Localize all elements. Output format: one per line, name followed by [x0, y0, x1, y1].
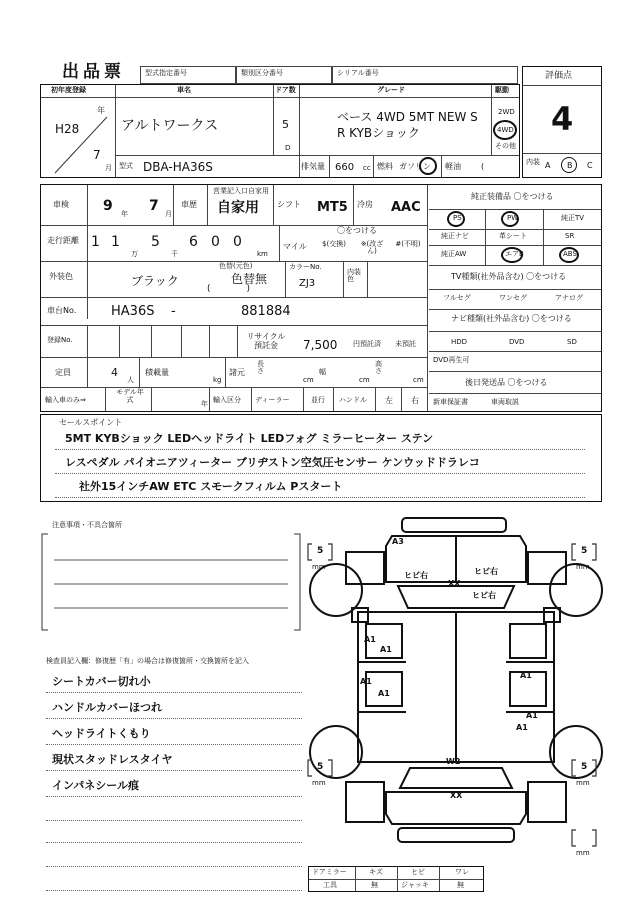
- damage-mark: XX: [448, 579, 461, 588]
- color-change: 色替無: [231, 272, 268, 286]
- vehicle-name: アルトワークス: [121, 118, 219, 134]
- sales-line-1: 5MT KYBショック LEDヘッドライト LEDフォグ ミラーヒーター ステン: [65, 432, 434, 445]
- eval-label: 評価点: [545, 71, 573, 81]
- tread-rear-left: 5: [317, 762, 324, 772]
- sales-line-3: 社外15インチAW ETC スモークフィルム Pスタート: [79, 480, 343, 493]
- tread-rear-right: 5: [581, 762, 588, 772]
- note-item: ヘッドライトくもり: [52, 727, 151, 740]
- exterior-color: ブラック: [131, 274, 179, 288]
- category-number-field: 類別区分番号: [236, 66, 332, 84]
- type-designation-field: 型式指定番号: [140, 66, 236, 84]
- usage-type: 自家用: [217, 200, 259, 216]
- tread-front-left: 5: [317, 546, 324, 556]
- shaken-month: 7: [149, 198, 159, 214]
- color-number: ZJ3: [299, 278, 316, 289]
- first-reg-era: H28: [55, 122, 80, 136]
- inspection-table: 車検 9 年 7 月 車歴 営業記入口自家用 自家用 シフト MT5 冷房 AAC 走行距離 1 1 万 5 千 6 0 0 km マイル 〇をつける $(交換) ※(改ざん) #(不明) 外装色 ブラック 色替(元色) 色替無 ( ) カラーNo. ZJ3 内装色 車台No. HA36S - 881884 登録No. リサイクル預託金 7,500 円預託済 未預託 定員 4 人 積載量 kg 諸元 長さ cm 幅 cm 高さ cm 輸入車のみ⇒ モデル年式 年 輸入区分 ディーラー 並行 ハンドル 左 右 純正装備品 〇をつける PS PW 純正TV 純正ナビ 革シート SR 純正AW エアB ABS TV種類(社外品含む) 〇をつける フルセグ ワンセグ アナログ ナビ種類(社外品含む) 〇をつける HDD DVD SD DVD再生可 後日発送品 〇をつける 新車保証書 車両取説: [40, 184, 602, 412]
- damage-mark: A1: [520, 671, 532, 680]
- sales-line-2: レスペダル パイオニアツィーター ブリヂストン空気圧センサー ケンウッドドラレコ: [65, 456, 480, 469]
- damage-mark: A1: [378, 689, 390, 698]
- damage-mark: A1: [360, 677, 372, 686]
- note-item: ハンドルカバーほつれ: [52, 701, 162, 714]
- recycle-amount: 7,500: [303, 338, 338, 352]
- note-item: インパネシール痕: [52, 779, 140, 792]
- model-code: DBA-HA36S: [143, 160, 213, 174]
- caution-area: [40, 532, 302, 632]
- footer-table: ドアミラー キズ ヒビ ワレ 工具 無 ジャッキ 無: [308, 866, 484, 892]
- damage-mark: A1: [364, 635, 376, 644]
- equipment-panel: 純正装備品 〇をつける PS PW 純正TV 純正ナビ 革シート SR 純正AW エアB ABS TV種類(社外品含む) 〇をつける フルセグ ワンセグ アナログ ナビ種類(社外品含む) 〇をつける HDD DVD SD DVD再生可 後日発送品 〇をつける 新車保証書 車両取説: [429, 185, 601, 411]
- page-title: 出品票: [62, 62, 125, 82]
- note-item: 現状スタッドレスタイヤ: [52, 753, 173, 766]
- damage-mark: ヒビ右: [404, 571, 428, 580]
- shift-type: MT5: [317, 200, 348, 215]
- evaluation-box: 評価点 4 内装 A B C: [522, 66, 602, 178]
- grade-line-1: ベース 4WD 5MT NEW S: [337, 110, 478, 124]
- eval-score: 4: [551, 100, 574, 138]
- car-outline: [306, 512, 606, 862]
- shaken-year: 9: [103, 198, 113, 214]
- first-reg-month: 7: [93, 148, 101, 162]
- note-item: シートカバー切れ小: [52, 675, 151, 688]
- damage-mark: ヒビ右: [474, 567, 498, 576]
- chassis-prefix: HA36S: [111, 304, 155, 319]
- serial-number-field: シリアル番号: [332, 66, 518, 84]
- ac-type: AAC: [391, 200, 421, 215]
- damage-mark: A3: [392, 537, 404, 546]
- chassis-number: 881884: [241, 304, 291, 319]
- damage-mark: A1: [526, 711, 538, 720]
- damage-mark: ヒビ右: [472, 591, 496, 600]
- damage-mark: A1: [516, 723, 528, 732]
- damage-diagram: A3 ヒビ右 ヒビ右 XX ヒビ右 A1 A1 A1 A1 A1 A1 A1 W2 XX 5 mm 5 mm 5 mm 5 mm mm: [306, 512, 606, 862]
- tread-front-right: 5: [581, 546, 588, 556]
- sales-point-box: セールスポイント 5MT KYBショック LEDヘッドライト LEDフォグ ミラーヒーター ステン レスペダル パイオニアツィーター ブリヂストン空気圧センサー ケンウッドドラレコ 社外15インチAW ETC スモークフィルム Pスタート: [40, 414, 602, 502]
- inspector-notes: [40, 670, 304, 900]
- door-count: 5: [282, 118, 289, 131]
- seat-count: 4: [111, 366, 118, 379]
- vehicle-info-table: 初年度登録 車名 ドア数 グレード 駆動 H28 年 7 月 アルトワークス 5 D ベース 4WD 5MT NEW S R KYBショック 2WD 4WD その他 型式 DBA-HA36S 排気量 660 cc 燃料 ガソリン 軽油 (: [40, 84, 520, 178]
- damage-mark: W2: [446, 757, 461, 766]
- displacement: 660: [335, 162, 355, 173]
- damage-mark: XX: [450, 791, 463, 800]
- fuel-type: ガソリン: [399, 162, 431, 171]
- grade-line-2: R KYBショック: [337, 126, 420, 140]
- damage-mark: A1: [380, 645, 392, 654]
